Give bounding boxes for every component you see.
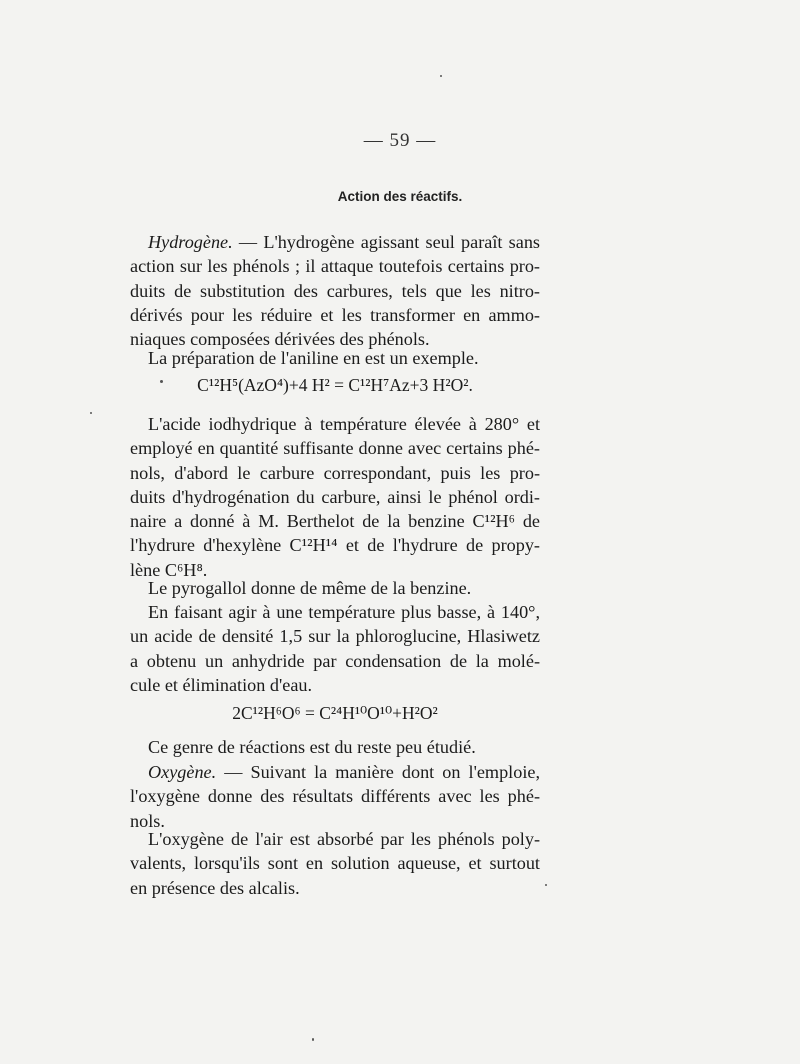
text-line: cule et élimination d'eau. — [130, 674, 313, 695]
text-line: duits de substitution des carbures, tels que les nitro- — [130, 280, 540, 301]
page-number: — 59 — — [363, 130, 437, 151]
text-line: l'hydrure d'hexylène C¹²H¹⁴ et de l'hydrure de propy- — [130, 535, 540, 556]
italic-lead: Oxygène. — [148, 762, 217, 782]
text-line: Oxygène. — Suivant la manière dont on l'emploie, — [148, 762, 540, 782]
paragraph-hydrogene — [130, 230, 540, 351]
text-line: Ce genre de réactions est du reste peu étudié. — [148, 737, 476, 757]
text-line: L'oxygène de l'air est absorbé par les phénols poly- — [148, 829, 540, 849]
scan-speck — [440, 75, 442, 77]
text-line: valents, lorsqu'ils sont en solution aqueuse, et surtout — [130, 853, 540, 874]
text-line: a obtenu un anhydride par condensation de la molé- — [130, 650, 540, 671]
text-line: niaques composées dérivées des phénols. — [130, 329, 430, 350]
section-title: Action des réactifs. — [337, 189, 463, 204]
text-line: L'acide iodhydrique à température élevée à 280° et — [148, 414, 540, 434]
scan-speck — [90, 412, 92, 414]
paragraph-oxygene — [130, 760, 540, 833]
text-line: dérivés pour les réduire et les transformer en ammo- — [130, 304, 540, 325]
text-line: La préparation de l'aniline en est un exemple. — [148, 348, 479, 368]
text-line: naire a donné à M. Berthelot de la benzine C¹²H⁶ de — [130, 511, 540, 532]
text-line: un acide de densité 1,5 sur la phloroglucine, Hlasiwetz — [130, 626, 540, 647]
text-line: l'oxygène donne des résultats différents avec les phé- — [130, 786, 540, 807]
paragraph-genre-reactions — [130, 735, 540, 759]
text-line: Hydrogène. — L'hydrogène agissant seul paraît sans — [148, 232, 540, 252]
text-line: lène C⁶H⁸. — [130, 559, 208, 580]
text-line: duits d'hydrogénation du carbure, ainsi le phénol ordi- — [130, 486, 540, 507]
text-line: nols. — [130, 810, 165, 831]
italic-lead: Hydrogène. — [148, 232, 233, 252]
paragraph-oxygene-air — [130, 827, 540, 900]
paragraph-pyrogallol — [130, 576, 540, 600]
scan-speck — [312, 1038, 314, 1041]
paragraph-phloroglucine — [130, 600, 540, 697]
chemical-formula-1: C¹²H⁵(AzO⁴)+4 H² = C¹²H⁷Az+3 H²O². — [197, 375, 473, 395]
chemical-formula-2: 2C¹²H⁶O⁶ = C²⁴H¹⁰O¹⁰+H²O² — [232, 703, 438, 723]
paragraph-acide-iodhydrique — [130, 412, 540, 582]
text-line: en présence des alcalis. — [130, 877, 300, 898]
text-line: nols, d'abord le carbure correspondant, puis les pro- — [130, 462, 540, 483]
text-line: action sur les phénols ; il attaque toutefois certains pro- — [130, 256, 540, 277]
text-line: En faisant agir à une température plus basse, à 140°, — [148, 602, 540, 622]
text-line: Le pyrogallol donne de même de la benzine. — [148, 578, 472, 598]
scan-speck — [545, 884, 547, 886]
paragraph-aniline — [130, 346, 540, 370]
scan-speck — [160, 380, 163, 383]
text-line: employé en quantité suffisante donne avec certains phé- — [130, 438, 540, 459]
